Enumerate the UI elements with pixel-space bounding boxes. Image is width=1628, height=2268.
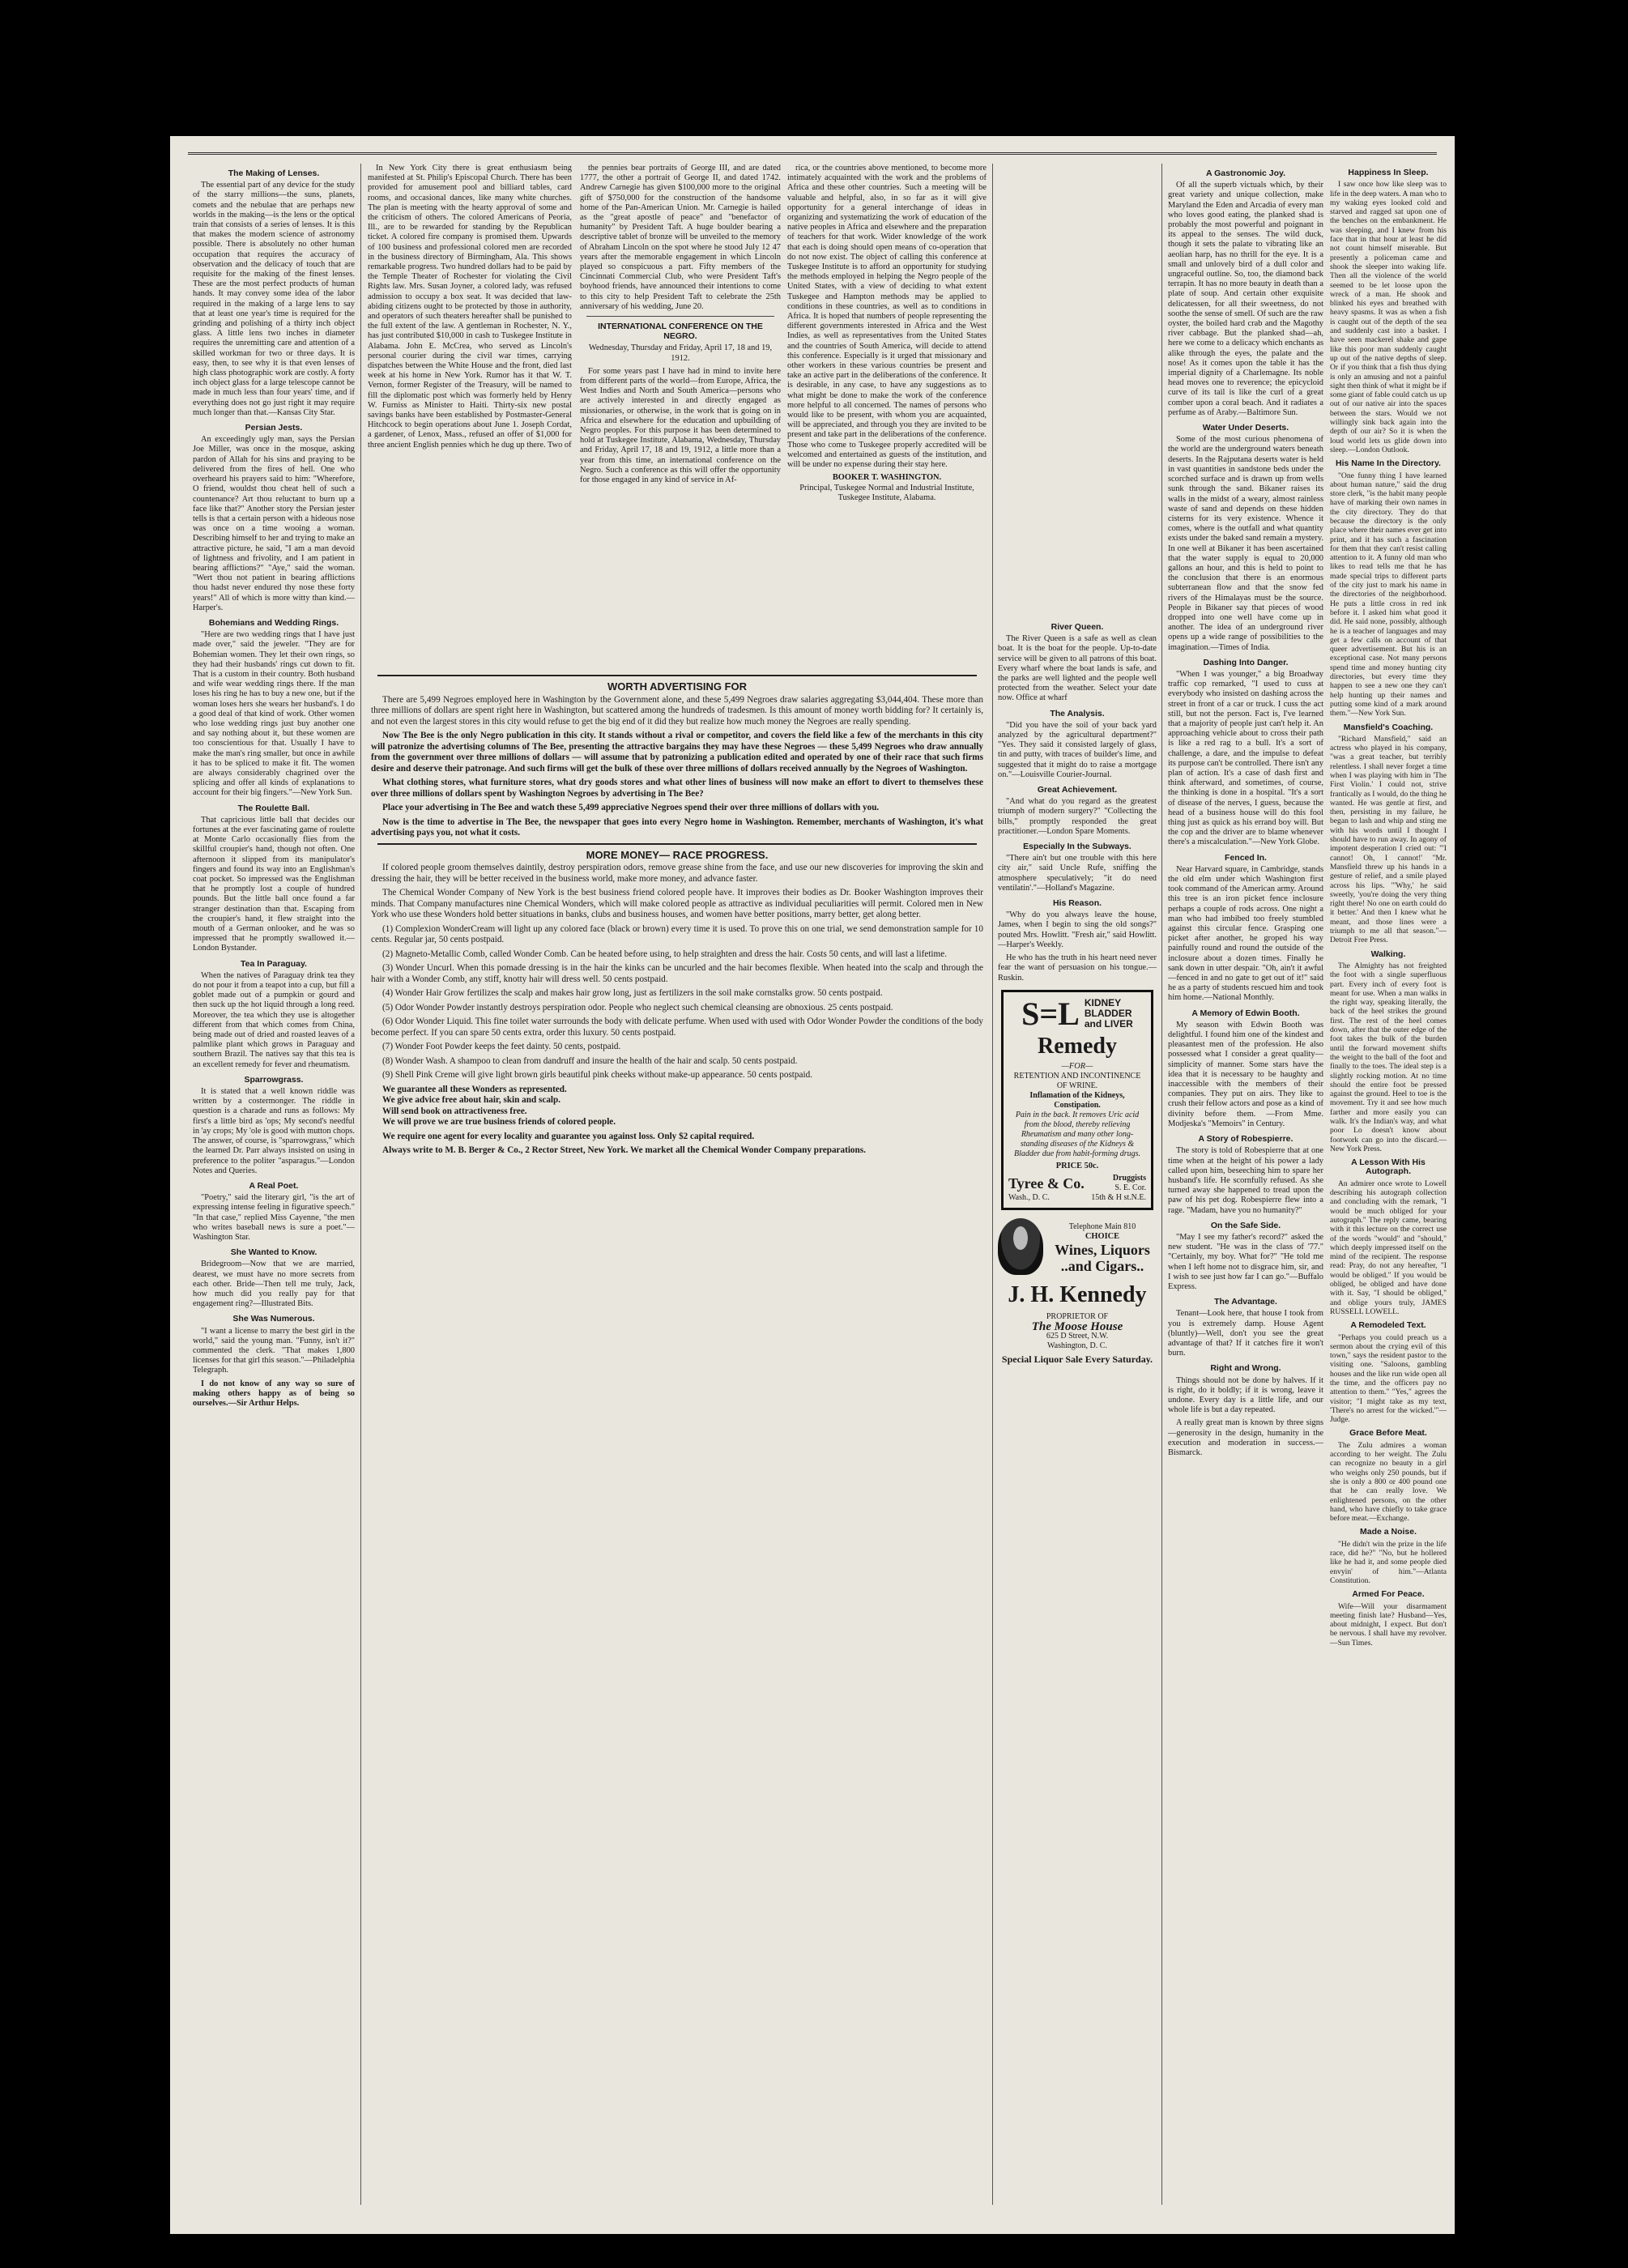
article-body: "Did you have the soil of your back yard analyzed by the agricultural department?" "Yes. They said it consisted largely of glass, tin and putty, with traces of builder's lime, and suggested that it might do to raise a mortgage on."—Louisville Courier-Journal. <box>998 720 1157 779</box>
article-body: It is stated that a well known riddle was written by a costermonger. The riddle in question is a charade and runs as follows: My first's a little bird as 'ops; My second's needful in 'ay crops; My 'ole is good with mutton chops. The answer, of course, is "sparrowgrass," which the learned Dr. Parr always insisted on using in preference to the politer "asparagus."—London Notes and Queries. <box>193 1087 355 1175</box>
seller-city: Wash., D. C. <box>1008 1193 1050 1203</box>
advertising-section <box>371 671 983 2210</box>
portrait-image <box>998 1218 1043 1275</box>
list-item: (5) Odor Wonder Powder instantly destroys perspiration odor. People who neglect such chemical cleansing are obnoxious. 25 cents postpaid. <box>382 1002 893 1013</box>
headline: A Real Poet. <box>249 1180 299 1191</box>
list-item: (3) Wonder Uncurl. When this pomade dressing is in the hair the kinks can be uncurled and the hair becomes flexible. When heated into the scalp and through the hair with a Wonder Comb, any stiff, knotty hair will dress well. 50 cents postpaid. <box>371 963 983 984</box>
list-item: (8) Wonder Wash. A shampoo to clean from dandruff and insure the health of the hair and scalp. 50 cents postpaid. <box>382 1055 798 1066</box>
house-name: The Moose House <box>1031 1320 1123 1334</box>
telephone: Telephone Main 810 <box>1068 1222 1136 1231</box>
remedy-tagline: BLADDER <box>1084 1008 1132 1020</box>
column-rule <box>992 164 993 2205</box>
list-item: (4) Wonder Hair Grow fertilizes the scalp and makes hair grow long, just as fertilizers in the soil make cornstalks grow. 50 cents postpaid. <box>382 988 883 998</box>
article-body: "When I was younger," a big Broadway traffic cop remarked, "I used to cuss at everybody who insisted on dashing across the street in front of a car or truck. I cuss the act still, but not the person. Fact is, I've learned that a majority of people just can't help it. An approaching vehicle about to cross their path is like a red rag to a bull. It's a sort of challenge, a dare, and the impulse to defeat its purpose can't be controlled. There isn't any plan of action. It's a case of dash first and think afterward, and sometimes, of course, the thinking is done in a hospital. "It's a sort of disease of the nerves, I guess, because the head of a business house will do this fool thing just as quick as his errand boy will. But the cop and the driver are to blame whenever there's a miscalculation."—New York Globe. <box>1168 669 1323 847</box>
headline: His Reason. <box>1052 898 1102 909</box>
article-body: "There ain't but one trouble with this here city air," said Uncle Rufe, sniffing the atmosphere speculatively; "it do need ventilatin'."—Holland's Magazine. <box>998 854 1157 893</box>
headline: The Making of Lenses. <box>228 168 320 178</box>
headline: She Wanted to Know. <box>230 1247 318 1258</box>
headline: Great Achievement. <box>1037 785 1118 795</box>
news-items: In New York City there is great enthusiasm being manifested at St. Philip's Episcopal Church. There has been provided for amusement pool and billiard tables, card rooms, and occasional dances, like many white churches. The plan is meeting with the hearty approval of some and the criticism of others. The colored Americans of Peoria, Ill., are to be rewarded for standing by the Republican ticket. A colored fire company is promised them. Upwards of 100 business and professional colored men are recorded in the business directory of Birmingham, Ala. This shows remarkable progress. Two hundred dollars had to be paid by the Temple Theater of Rochester for violating the Civil Rights law. Mrs. Susan Joyner, a colored lady, was refused admission to occupy a box seat. It was decided that law-abiding citizens ought to be protected by those in authority, and operators of such theaters hereafter shall be punished to the full extent of the law. A gentleman in Rochester, N. Y., has just contributed $10,000 in cash to Tuskegee Institute in Alabama. John E. McCrea, who served as Lincoln's personal courier during the civil war times, carrying dispatches between the White House and the front, died last week at his home in New York. Rumor has it that W. T. Vernon, former Register of the Treasury, will be named to fill the diplomatic post which was formerly held by Henry W. Furniss as Minister to Haiti. Thirty-six new postal savings banks have been established by Postmaster-General Hitchcock to begin operations about June 1. Joseph Cordat, a gardener, of Lenox, Mass., refused an offer of $1,000 for three ancient English pennies which he dug up there. Two of <box>368 164 572 450</box>
article-body: Some of the most curious phenomena of the world are the underground waters beneath deserts. In the Rajputana deserts water is held in vast quantities in sandstone beds under the scorched surface and is drawn up from wells sunk through the sand. Bikaner raises its walls in the midst of a weary, almost rainless waste of sand and depends on these hidden cisterns for its very existence. Whence it comes, where is the outfall and what quantity exists under the baked sand remain a mystery. In one well at Bikaner it has been ascertained that the water supply is equal to 20,000 gallons an hour, and this is held to point to the conclusion that there is an enormous subterranean flow and that the snow fed rivers of the Himalayas must be the source. People in Bikaner say that pieces of wood dropped into one well have come up in another. The idea of an underground river opens up a wide range of possibilities to the imagination.—Times of India. <box>1168 435 1323 652</box>
seller-street: 15th & H st.N.E. <box>1091 1193 1146 1203</box>
headline: MORE MONEY— RACE PROGRESS. <box>586 848 769 861</box>
article-body: "I want a license to marry the best girl in the world," said the young man. "Funny, isn't it?" commented the clerk. "That makes 1,800 licenses for that girl this season."—Philadelphia Telegraph. <box>193 1326 355 1375</box>
headline: Bohemians and Wedding Rings. <box>208 617 339 628</box>
column-6 <box>1168 164 1323 2221</box>
headline: The Roulette Ball. <box>237 803 310 813</box>
article-body: "Here are two wedding rings that I have just made over," said the jeweler. "They are for Bohemian women. They let their own rings, so they had their husbands' rings cut down to fit. That is a custom in their country. Both husband and wife wear wedding rings there. If the man loses his ring he has to buy a new one, but if the woman loses hers she wears her husband's. I do a good deal of that kind of work. Other women who lose wedding rings just buy another one and say nothing about it, but these women are too conscientious for that. Usually I have to make the man's ring smaller, but once in awhile it has to be spliced to make it fit. The women are always considerably chagrined over the splicing and offer all kinds of explanations to account for their big fingers."—New York Sun. <box>193 630 355 798</box>
list-item: (2) Magneto-Metallic Comb, called Wonder Comb. Can be heated before using, to help straighten and dress the hair. Costs 50 cents, and will last a lifetime. <box>382 949 948 959</box>
article-body: Things should not be done by halves. If it is right, do it boldly; if it is wrong, leave it undone. Every day is a little life, and our whole life is but a day repeated. <box>1168 1375 1323 1415</box>
conference-dates: Wednesday, Thursday and Friday, April 17, 18 and 19, 1912. <box>588 343 773 363</box>
remedy-tagline: and LIVER <box>1084 1018 1133 1030</box>
column-4 <box>787 164 987 666</box>
proprietor-label: PROPRIETOR OF <box>1046 1312 1109 1322</box>
headline: Mansfield's Coaching. <box>1343 722 1434 732</box>
remedy-tagline: KIDNEY <box>1084 997 1122 1009</box>
paragraph: We guarantee all these Wonders as represented. <box>382 1084 567 1094</box>
paragraph: Now The Bee is the only Negro publication in this city. It stands without a rival or competitor, and covers the field like a few of the merchants in this city will patronize the advertising columns of The Bee, presenting the attractive bargains they may have these Negroes — these 5,499 Negroes who draw annually from the government over three millions of dollars — will assume that by patronizing a publication edited and operated by one of their race that such firms desire and deserve their patronage. And such firms will get the bulk of these over three millions of dollars received annually by the Negroes of Washington. <box>371 731 983 774</box>
wines-label: Wines, Liquors <box>1055 1242 1150 1259</box>
article-body: "Richard Mansfield," said an actress who played in his company, "was a great teacher, but terribly relentless. I shall never forget a time when I was playing with him in 'The First Violin.' I could not, strive frantically as I would, do the thing he wanted. He was gentle at first, and then, persisting in my failure, he began to lash and whip and sting me with his words until I thought I should have to run away. In agony of impotent desperation I cried out: "'I cannot! Oh, I cannot!' "Mr. Mansfield threw up his hands in a gesture of relief, and a smile played across his lips. "'Why,' he said sweetly, 'you're doing the very thing right there! No one on earth could do it better.' And then I knew what he meant, and those lines were a triumph to me all that season."—Detroit Free Press. <box>1330 734 1447 945</box>
article-body: An exceedingly ugly man, says the Persian Joe Miller, was once in the mosque, asking pardon of Allah for his sins and praying to be delivered from the fires of hell. One who overheard his prayers said to him: "Wherefore, O friend, wouldst thou cheat hell of such a countenance? Art thou reluctant to burn up a face like that?" Another story the Persian jester tells is that a certain person with a hideous nose was once on a time wooing a woman. Describing himself to her and trying to make an attractive picture, he said, "I am a man devoid of lightness and frivolity, and I am patient in bearing afflictions?" "Aye," said the woman. "Wert thou not patient in bearing afflictions thou hadst never endured thy nose these forty years!" All of which is more witty than kind.—Harper's. <box>193 435 355 612</box>
column-5 <box>998 164 1157 2221</box>
list-item: (7) Wonder Foot Powder keeps the feet dainty. 50 cents, postpaid. <box>382 1042 621 1051</box>
headline: Sparrowgrass. <box>244 1074 304 1085</box>
headline: The Advantage. <box>1214 1297 1277 1307</box>
paragraph: The Chemical Wonder Company of New York is the best business friend colored people have. It improves their bodies as Dr. Booker Washington improves their minds. That Company manufactures nine Chemical Wonders, which will make colored people as attractive as individual peculiarities will permit. Colored men in New York who use these Wonders hold better situations in banks, clubs and business houses, and women have better positions, marry better, get along better. <box>371 888 983 919</box>
paragraph: We will prove we are true business friends of colored people. <box>382 1117 616 1127</box>
top-rule <box>188 152 1437 155</box>
headline: Grace Before Meat. <box>1349 1428 1427 1439</box>
list-item: (6) Odor Wonder Liquid. This fine toilet water surrounds the body with delicate perfume. When used with used with Odor Wonder Powder the conditions of the body become perfect. If you can spare 50 cents extra, order this luxury. 50 cents postpaid. <box>371 1017 983 1038</box>
headline: Water Under Deserts. <box>1202 423 1289 433</box>
article-body: "One funny thing I have learned about human nature," said the drug store clerk, "is the habit many people have of marking their own names in the city directory. They do that because the directory is the only place where their names ever get into print, and it has such a fascination for them that they can't resist calling attention to it. A funny old man who likes to read tells me that he has made special trips to different parts of the city just to mark his name in the directories of the neighborhood. He puts a little cross in red ink before it. I asked him what good it did. He said none, possibly, although he is a teacher of languages and may get a few calls on account of that queer advertisement. But his is an exceptional case. Not many persons spend time and money hunting city directories, but every time they happen to see a new one they can't help hunting up their names and putting some kind of a mark around them."—New York Sun. <box>1330 471 1447 718</box>
remedy-body: Pain in the back. It removes Uric acid from the blood, thereby relieving Rheumatism and many other long-standing diseases of the Kidneys & Bladder due from habit-forming drugs. <box>1013 1110 1140 1158</box>
headline: River Queen. <box>1051 622 1104 632</box>
article-body: "He didn't win the prize in the life race, did he?" "No, but he hollered like he had it, and some people died envyin' of him."—Atlanta Constitution. <box>1330 1539 1447 1585</box>
column-rule <box>1161 164 1162 2205</box>
news-items: the pennies bear portraits of George III, and are dated 1777, the other a portrait of George II, and dated 1742. Andrew Carnegie has given $100,000 more to the original gift of $750,000 for the construction of the handsome home of the Pan-American Union. Mr. Carnegie is hailed as the "great apostle of peace" and "benefactor of humanity" by President Taft. A huge boulder bearing a descriptive tablet of bronze will be unveiled to the memory of Abraham Lincoln on the spot where he stood July 12 47 years after the memorable engagement in which Lincoln played so conspicuous a part. Fifty members of the Cincinnati Commercial Club, who were President Taft's boyhood friends, have announced their intentions to come to this city to help President Taft to celebrate the 25th anniversary of his wedding, June 20. <box>580 164 781 311</box>
headline: Made a Noise. <box>1359 1527 1417 1537</box>
seller-name: Tyree & Co. <box>1008 1175 1085 1192</box>
headline: Persian Jests. <box>245 423 303 433</box>
paragraph: If colored people groom themselves daintily, destroy perspiration odors, remove grease shine from the face, and use our new discoveries for improving the skin and dressing the hair, they will be better received in the business world, make more money, and advance faster. <box>371 863 983 884</box>
remedy-uses: RETENTION AND INCONTINENCE OF WRINE. <box>1013 1071 1141 1090</box>
article-body: Tenant—Look here, that house I took from you is extremely damp. House Agent (bluntly)—Well, don't you see the great advantage of that? If it catches fire it won't burn. <box>1168 1309 1323 1358</box>
headline: A Remodeled Text. <box>1350 1320 1426 1331</box>
headline: Happiness In Sleep. <box>1348 168 1429 177</box>
kennedy-advertisement <box>998 1218 1157 1364</box>
paragraph: Always write to M. B. Berger & Co., 2 Rector Street, New York. We market all the Chemical Wonder Company preparations. <box>382 1145 866 1155</box>
headline: Walking. <box>1370 949 1406 959</box>
headline: Especially In the Subways. <box>1023 842 1132 852</box>
remedy-inflammation: Inflamation of the Kidneys, Constipation. <box>1029 1090 1125 1110</box>
seller-address: S. E. Cor. <box>1114 1183 1146 1193</box>
article-body: The Zulu admires a woman according to her weight. The Zulu can recognize no beauty in a girl who weighs only 250 pounds, but if she is only a 800 or 400 pound one that he can really love. We enlightened persons, on the other hand, who have chiefly to take grace before meat.—Exchange. <box>1330 1440 1447 1524</box>
column-7 <box>1330 164 1447 2221</box>
cigars-label: ..and Cigars.. <box>1060 1258 1144 1275</box>
paragraph: Will send book on attractiveness free. <box>382 1106 527 1116</box>
remedy-brand: S=L <box>1021 995 1080 1032</box>
remedy-price: PRICE 50c. <box>1055 1161 1099 1170</box>
quote: He who has the truth in his heart need never fear the want of persuasion on his tongue.—Ruskin. <box>998 953 1157 983</box>
quote: I do not know of any way so sure of making others happy as of being so ourselves.—Sir Arthur Helps. <box>193 1379 355 1408</box>
paragraph: We give advice free about hair, skin and scalp. <box>382 1095 561 1105</box>
column-rule <box>360 164 361 2205</box>
sale-notice: Special Liquor Sale Every Saturday. <box>1001 1354 1153 1366</box>
article-body: The essential part of any device for the study of the starry millions—the suns, planets, comets and the nebulae that are perhaps new worlds in the making—is the lens or the optical train that consists of a series of lenses. It is this that makes the modern science of astronomy possible. There is absolutely no other human occupation that requires the accuracy of observation and the delicacy of touch that are requisite for the making of the finest lenses. These are the most perfect products of human hands. It may convey some idea of the labor required in the making of a large lens to say that at least one year's time is required for the grinding and polishing of a thirty inch object glass. A little lens two inches in diameter requires the unremitting care and attention of a skilled workman for two or three days. It is easy, then, to see why it is that even lenses of high class photographic work are costly. A forty inch object glass for a large telescope cannot be made in much less than four years' time, and if everything does not go just right it may require much longer than that.—Kansas City Star. <box>193 181 355 417</box>
article-body: rica, or the countries above mentioned, to become more intimately acquainted with the work and the problems of Africa and these other countries. Such a meeting will be valuable and helpful, also, in so far as it will give opportunity for a general interchange of ideas in organizing and systematizing the work of education of the native peoples in Africa and elsewhere and the preparation of teachers for that work. Wider knowledge of the work that each is doing should open means of co-operation that do not now exist. The object of calling this conference at Tuskegee Institute is to afford an opportunity for studying the methods employed in helping the Negro people of the United States, with a view of deciding to what extent Tuskegee and Hampton methods may be applied to conditions in these countries, as well as to conditions in Africa. It is hoped that numbers of people representing the different governments interested in Africa and the West Indies, as well as representatives from the United States and the countries of South America, will decide to attend this conference. Especially is it urged that missionary and other workers in these various countries be present and take an active part in the deliberations of the conference. It is desirable, in any case, to have any suggestions as to what might be done to make the work of the conference more helpful to all concerned. The names of persons who would like to be present, with whom you are acquainted, will be appreciated, and through you they are invited to be present and take part in the deliberations of the conference. Those who come to Tuskegee properly accredited will be welcomed and entertained as guests of the institution, and will be under no expense during their stay here. <box>787 164 987 470</box>
article-body: The story is told of Robespierre that at one time when at the height of his power a lady called upon him, beseeching him to spare her husband's life. He scornfully refused. As she turned away she happened to tread upon the paw of his pet dog. Robespierre flew into a rage. "Madam, have you no humanity?" <box>1168 1146 1323 1215</box>
paragraph: What clothing stores, what furniture stores, what dry goods stores and what other lines of business will now make an effort to divert to themselves these over three millions of dollars spent by Washington Negroes by advertising in The Bee? <box>371 778 983 799</box>
headline: Dashing Into Danger. <box>1203 657 1289 667</box>
headline: Fenced In. <box>1225 852 1267 863</box>
headline: INTERNATIONAL CONFERENCE ON THE NEGRO. <box>598 322 763 342</box>
paragraph: Now is the time to advertise in The Bee, the newspaper that goes into every Negro home in Washington. Remember, merchants of Washington, it's what advertising pays you, not what it costs. <box>371 816 983 838</box>
quote: A really great man is known by three signs—generosity in the design, humanity in the execution and moderation in success.—Bismarck. <box>1168 1418 1323 1457</box>
headline: The Analysis. <box>1050 708 1105 718</box>
headline: A Story of Robespierre. <box>1198 1134 1293 1145</box>
article-body: I saw once how like sleep was to life in the deep waters. A man who to my waking eyes looked cold and starved and ragged sat upon one of the benches on the embankment. He was sleeping, and I knew from his face that in that hour at least he did not count himself miserable. But presently a policeman came and shook the sleeper into waking life. Then all the violence of the world seemed to be let loose upon the wreck of a man. He shook and blinked his eyes and breathed with heavy spasms. It was as when a fish is caught out of the depth of the sea and suddenly cast into a basket. I have seen mackerel shake and gape like this poor man suddenly caught up out of the native depths of sleep. Or if you think that a fish thus dying is only an amusing and not a painful sight then think of what it might be if some giant of fable could catch us up out of our native air into the spaces between the stars. Would we not willingly sink back again into the depth of our air? So it is when the loud world lets us glide down into sleep.—London Outlook. <box>1330 180 1447 454</box>
column-3 <box>580 164 781 662</box>
remedy-for: —FOR— <box>1061 1061 1093 1071</box>
headline: His Name In the Directory. <box>1336 458 1441 469</box>
headline: WORTH ADVERTISING FOR <box>607 680 748 693</box>
article-body: "Why do you always leave the house, James, when I begin to sing the old songs?" pouted Mrs. Howlitt. "Fresh air," said Howlitt.—Harper's Weekly. <box>998 910 1157 949</box>
proprietor-name: J. H. Kennedy <box>1008 1282 1147 1308</box>
headline: On the Safe Side. <box>1210 1220 1281 1230</box>
article-body: For some years past I have had in mind to invite here from different parts of the world—from Europe, Africa, the West Indies and North and South America—persons who are actively interested in and directly engaged as missionaries, or otherwise, in the work that is going on in Africa and elsewhere for the education and upbuilding of Negro peoples. For this purpose it has been determined to hold at Tuskegee Institute, Alabama, Wednesday, Thursday and Friday, April 17, 18 and 19, 1912, a little more than a year from this time, an international conference on the Negro. Such a conference as this will offer the opportunity for those engaged in any kind of service in Af- <box>580 366 781 485</box>
list-item: (1) Complexion WonderCream will light up any colored face (black or brown) every time it is used. To prove this on one trial, we send demonstration sample for 10 cents. Regular jar, 50 cents postpaid. <box>371 923 983 944</box>
article-body: An admirer once wrote to Lowell describing his autograph collection and concluding with the remark, "I would be much obliged for your autograph." The reply came, bearing with it this lecture on the correct use of the words "would" and "should," which deeply impressed itself on the mind of the recipient. The response read: Pray, do not any hereafter, "I would be obliged." If you would be obliged, be obliged and have done with it. Say, "I should be obliged," and oblige yours truly, JAMES RUSSELL LOWELL. <box>1330 1179 1447 1316</box>
column-2 <box>368 164 572 662</box>
remedy-advertisement <box>1001 990 1153 1210</box>
headline: A Gastronomic Joy. <box>1205 168 1286 178</box>
article-body: That capricious little ball that decides our fortunes at the ever fascinating game of roulette at Monte Carlo occasionally flies from the skillful croupier's hand, though not often. One afternoon it slipped from its manipulator's fingers and found its way into an Englishman's coat pocket. So impressed was the Englishman that he promptly lost a couple of hundred pounds. But the little ball once found a far stranger destination than that. Escaping from the croupier's hand, it flew straight into the mouth of a German onlooker, and he was so impressed that he promptly swallowed it.—London Bystander. <box>193 815 355 953</box>
article-body: Bridegroom—Now that we are married, dearest, we must have no more secrets from each other. Bride—Then tell me truly, Jack, how much did you really pay for that engagement ring?—Illustrated Bits. <box>193 1260 355 1309</box>
druggists-label: Druggists <box>1112 1174 1146 1183</box>
paragraph: Place your advertising in The Bee and watch these 5,499 appreciative Negroes spend their over three millions of dollars with you. <box>382 803 880 812</box>
article-body: Near Harvard square, in Cambridge, stands the old elm under which Washington first took command of the American army. Around this tree is an iron picket fence inclosure perhaps a couple of rods across. One night a man who had imbibed too freely stumbled against this circular fence. Grasping one picket after another, he groped his way painfully round and round the outside of the inclosure about a dozen times. Finally he sank down in utter despair. "Oh, ain't it awful—fenced in and no gate to get out of it!" said he as a party of students rescued him and took him home.—National Monthly. <box>1168 864 1323 1003</box>
article-body: "And what do you regard as the greatest triumph of modern surgery?" "Collecting the bills," promptly responded the great practitioner.—London Spare Moments. <box>998 797 1157 836</box>
headline: Right and Wrong. <box>1210 1363 1281 1374</box>
article-body: "May I see my father's record?" asked the new student. "He was in the class of '77." "Certainly, my boy. What for?" "He told me when I left home not to disgrace him, sir, and I wish to see just how far I can go."—Buffalo Express. <box>1168 1232 1323 1291</box>
signature-title: Principal, Tuskegee Normal and Industrial Institute, Tuskegee Institute, Alabama. <box>799 483 974 502</box>
house-city: Washington, D. C. <box>1047 1341 1107 1351</box>
paragraph: There are 5,499 Negroes employed here in Washington by the Government alone, and these 5,499 Negroes draw salaries aggregating $3,044,404. These more than three millions of dollars are spent right here in Washington, but scattered among the hundreds of tradesmen. Is this amount of money worth bidding for? It certainly is, and not even the largest stores in this city would refuse to get the big end of it did they but realize how much money the Negroes are really spending. <box>371 694 983 727</box>
headline: She Was Numerous. <box>232 1314 315 1324</box>
article-body: Wife—Will your disarmament meeting finish late? Husband—Yes, about midnight, I expect. But don't be nervous. I shall have my revolver.—Sun Times. <box>1330 1601 1447 1648</box>
article-body: The Almighty has not freighted the foot with a single superfluous part. Every inch of every foot is meant for use. When a man walks in the right way, speaking literally, the back of the heel strikes the ground first. The rest of the heel comes down, after that the outer edge of the foot takes the bulk of the burden until the forward movement shifts the weight to the ball of the foot and finally to the toes. The ideal step is a slightly rocking motion. At no time should the entire foot be pressed against the ground. Heel to toe is the movement. Try it and see how much farther and more easily you can walk. It's the Indian's way, and what poor Lo doesn't know about footwork can go into the discard.—New York Press. <box>1330 961 1447 1153</box>
house-street: 625 D Street, N.W. <box>1046 1332 1109 1341</box>
headline: Armed For Peace. <box>1352 1589 1425 1600</box>
headline: A Lesson With His Autograph. <box>1351 1157 1426 1177</box>
newspaper-page <box>170 136 1455 2234</box>
paragraph: We require one agent for every locality and guarantee you against loss. Only $2 capital required. <box>382 1131 755 1141</box>
choice-label: CHOICE <box>1085 1232 1120 1241</box>
headline: A Memory of Edwin Booth. <box>1191 1008 1300 1018</box>
signature: BOOKER T. WASHINGTON. <box>832 473 942 483</box>
article-body: "Perhaps you could preach us a sermon about the crying evil of this town," says the resident pastor to the visiting one. "Saloons, gambling houses and the like run wide open all the time, and the officers pay no attention to them." "Yes," agrees the visitor; "I might take as my text, 'There's no arrest for the wicked.'"—Judge. <box>1330 1332 1447 1425</box>
remedy-name: Remedy <box>1038 1033 1117 1059</box>
article-body: The River Queen is a safe as well as clean boat. It is the boat for the people. Up-to-date service will be given to all patrons of this boat. Every wharf where the boat lands is safe, and the parks are well lighted and the people well protected from the weather. Select your date now. Office at wharf <box>998 634 1157 703</box>
list-item: (9) Shell Pink Creme will give light brown girls beautiful pink cheeks without make-up appearance. 50 cents postpaid. <box>382 1070 812 1080</box>
article-body: My season with Edwin Booth was delightful. I found him one of the kindest and pleasantest men of the profession. He also possessed what I consider a great quality—simplicity of manner. Some stars have the idea that it is necessary to be haughty and inaccessible with the members of their companies. They put on airs. They like to crush their fellow actors and pose as a kind of divinity before them. —From Mme. Modjeska's "Memoirs" in Century. <box>1168 1020 1323 1128</box>
column-1 <box>193 164 355 2221</box>
article-body: "Poetry," said the literary girl, "is the art of expressing intense feeling in figurative speech." "In that case," replied Miss Cayenne, "the men who writes baseball news is sure a poet."—Washington Star. <box>193 1193 355 1242</box>
article-body: When the natives of Paraguay drink tea they do not pour it from a teapot into a cup, but fill a goblet made out of a pumpkin or gourd and then suck up the hot liquid through a long reed. Moreover, the tea which they use is altogether different from that which comes from China, being made out of dried and roasted leaves of a palmlike plant which grows in Paraguay and southern Brazil. The natives say that this tea is an excellent remedy for fever and rheumatism. <box>193 970 355 1069</box>
article-body: Of all the superb victuals which, by their great variety and unique collection, make Maryland the Eden and Arcadia of every man who loves good eating, the planked shad is probably the most powerful and poignant in its appeal to the senses. The wild duck, though it sets the palate to vibrating like an aeolian harp, has no thrill for the eye. It is a small and unlovely bird of a dull color and ungraceful outline. So, too, the diamond back terrapin. It has no more beauty in death than a plate of soup. And certain other exquisite delicatessen, for all their sweetness, do not soothe the sense of smell. Of such are the raw oyster, the boiled hard crab and the Magothy river cabbage. But the planked shad—ah, here we come to a delicacy which enchants as alike through the eyes, the palate and the nose! As it comes upon the table it has the imperial dignity of a Charlemagne. Its noble head moves one to reverence; the epicycloid curve of its tail is like the curl of a great comber upon a coral beach. And it radiates a perfume as of Araby.—Baltimore Sun. <box>1168 181 1323 417</box>
headline: Tea In Paraguay. <box>241 958 307 969</box>
